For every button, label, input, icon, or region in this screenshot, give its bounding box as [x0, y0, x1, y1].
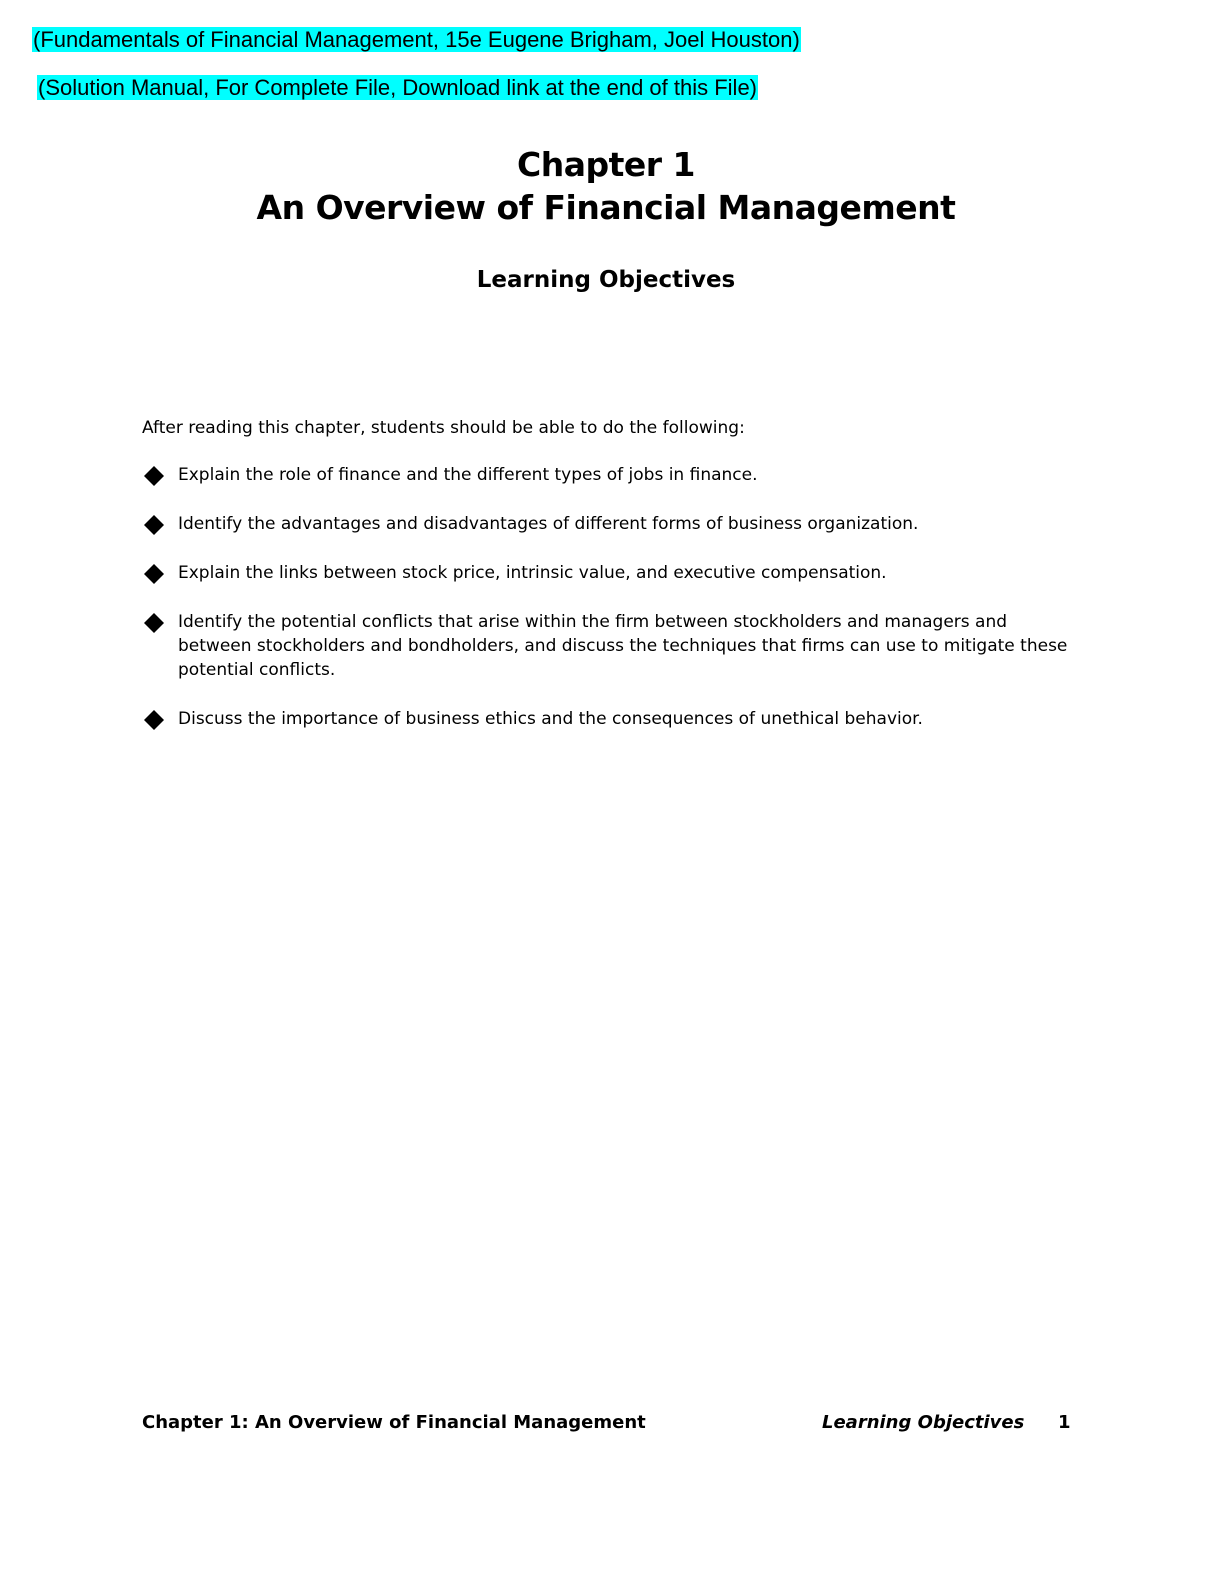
diamond-bullet-icon: [144, 466, 164, 486]
download-notice-text: (Solution Manual, For Complete File, Download link at the end of this File): [38, 75, 758, 100]
diamond-bullet-icon: [144, 564, 164, 584]
objective-text: Explain the role of finance and the different types of jobs in finance.: [178, 465, 758, 485]
objective-text: Discuss the importance of business ethics and the consequences of unethical behavior.: [178, 709, 923, 729]
objective-item: [142, 707, 1077, 731]
diamond-bullet-icon: [144, 710, 164, 730]
objective-item: [142, 610, 1077, 682]
objective-text: Identify the advantages and disadvantages of different forms of business organization.: [178, 514, 919, 534]
chapter-subtitle: An Overview of Financial Management: [256, 188, 956, 227]
objective-item: [142, 463, 1077, 487]
chapter-title: Chapter 1: [517, 145, 695, 184]
source-line-text: (Fundamentals of Financial Management, 15e Eugene Brigham, Joel Houston): [33, 27, 800, 52]
page-number: 1: [1058, 1412, 1071, 1433]
download-notice-line: [37, 75, 758, 101]
footer-chapter-title: Chapter 1: An Overview of Financial Management: [142, 1412, 646, 1433]
objective-text: Explain the links between stock price, intrinsic value, and executive compensation.: [178, 563, 887, 583]
diamond-bullet-icon: [144, 613, 164, 633]
source-line: [32, 27, 801, 53]
objective-text: Identify the potential conflicts that arise within the firm between stockholders and managers and between stockholders and bondholders, and discuss the techniques that firms can use to mitigate these potential conflicts.: [178, 612, 1068, 680]
intro-paragraph: After reading this chapter, students should be able to do the following:: [142, 418, 745, 438]
objective-item: [142, 512, 1077, 536]
objectives-list: [142, 463, 1077, 756]
footer-section-title: Learning Objectives: [822, 1412, 1025, 1433]
section-heading: Learning Objectives: [476, 267, 736, 293]
objective-item: [142, 561, 1077, 585]
diamond-bullet-icon: [144, 515, 164, 535]
